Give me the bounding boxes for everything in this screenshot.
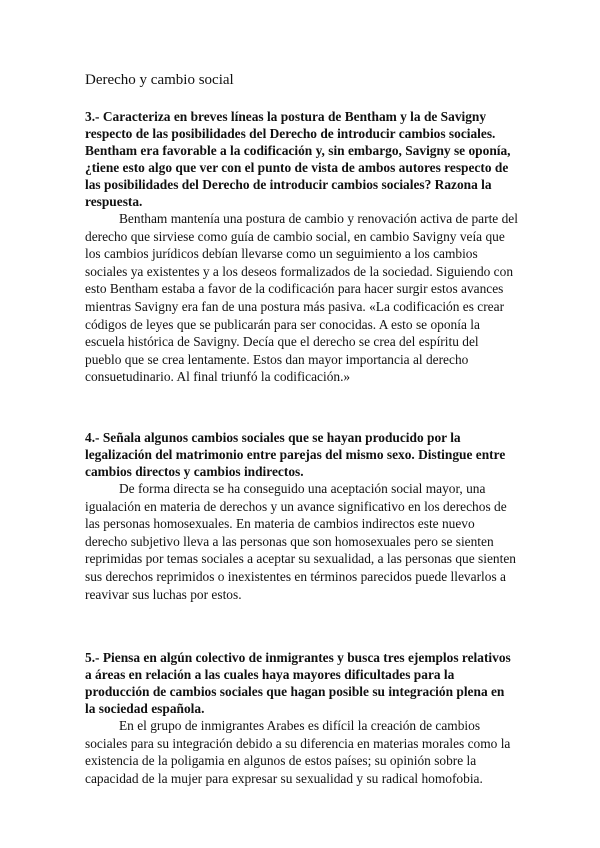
document-title: Derecho y cambio social <box>85 72 234 88</box>
answer-text: En el grupo de inmigrantes Arabes es difícil la creación de cambios sociales para su integración debido a su diferencia en materias morales como la existencia de la poligamia en algunos de estos países; su opinión sobre la capacidad de la mujer para expresar su sexualidad y su radical homofobia. <box>85 718 511 786</box>
section-spacer <box>85 386 518 429</box>
question-text: 3.- Caracteriza en breves líneas la postura de Bentham y la de Savigny respecto de las posibilidades del Derecho de introducir cambios sociales. Bentham era favorable a la codificación y, sin embargo, Savigny se oponía, ¿tiene esto algo que ver con el punto de vista de ambos autores respecto de las posibilidades del Derecho de introducir cambios sociales? Razona la respuesta. <box>85 109 511 209</box>
question-section-5 <box>85 649 518 787</box>
answer-text: De forma directa se ha conseguido una aceptación social mayor, una igualación en materia de derechos y un avance significativo en los derechos de las personas homosexuales. En materia de cambios indirectos este nuevo derecho subjetivo lleva a las personas que son homosexuales pero se sienten reprimidas por temas sociales a aceptar su sexualidad, a las personas que sienten sus derechos reprimidos o inexistentes en términos parecidos puede llevarlos a reavivar sus luchas por estos. <box>85 480 516 602</box>
document-page <box>85 70 518 787</box>
question-section-4 <box>85 429 518 603</box>
question-section-3 <box>85 108 518 386</box>
question-text: 5.- Piensa en algún colectivo de inmigrantes y busca tres ejemplos relativos a áreas en relación a las cuales haya mayores dificultades para la producción de cambios sociales que hagan posible su integración plena en la sociedad española. <box>85 650 511 717</box>
question-text: 4.- Señala algunos cambios sociales que se hayan producido por la legalización del matrimonio entre parejas del mismo sexo. Distingue entre cambios directos y cambios indirectos. <box>85 429 506 479</box>
section-spacer <box>85 603 518 649</box>
answer-text: Bentham mantenía una postura de cambio y renovación activa de parte del derecho que sirviese como guía de cambio social, en cambio Savigny veía que los cambios jurídicos debían llevarse como un seguimiento a los cambios sociales ya existentes y a los deseos formalizados de la sociedad. Siguiendo con esto Bentham estaba a favor de la codificación para hacer surgir estos avances mientras Savigny era fan de una postura más pasiva. «La codificación es crear códigos de leyes que se publicarán para ser conocidas. A esto se oponía la escuela histórica de Savigny. Decía que el derecho se crea del espíritu del pueblo que se crea lentamente. Estos dan mayor importancia al derecho consuetudinario. Al final triunfó la codificación.» <box>85 211 518 385</box>
